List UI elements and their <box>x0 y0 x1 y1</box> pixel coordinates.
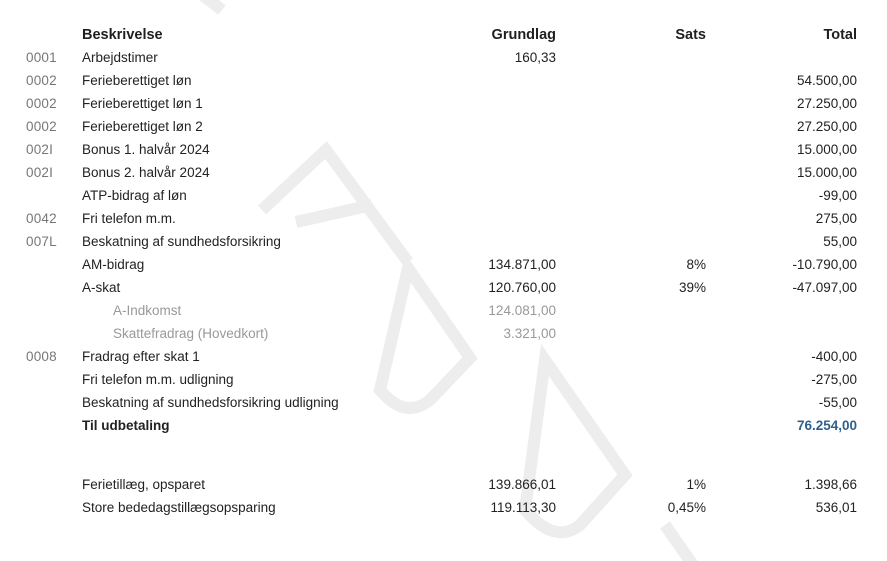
savings-rate: 0,45% <box>667 500 706 515</box>
table-row <box>0 231 887 253</box>
savings-row <box>0 497 887 519</box>
row-description: Fradrag efter skat 1 <box>82 349 200 364</box>
row-total: -400,00 <box>811 349 857 364</box>
row-rate: 8% <box>686 257 706 272</box>
table-row <box>0 346 887 368</box>
row-total: -99,00 <box>818 188 857 203</box>
table-subrow <box>0 300 887 322</box>
table-row <box>0 208 887 230</box>
row-code: 0008 <box>26 349 57 364</box>
subrow-description: Skattefradrag (Hovedkort) <box>113 326 269 341</box>
payout-row <box>0 415 887 437</box>
savings-rate: 1% <box>686 477 706 492</box>
savings-base: 119.113,30 <box>490 500 556 515</box>
table-row <box>0 369 887 391</box>
table-row <box>0 93 887 115</box>
row-rate: 39% <box>678 280 706 295</box>
row-description: Ferieberettiget løn 1 <box>82 96 203 111</box>
payout-total: 76.254,00 <box>796 418 857 433</box>
row-total: 54.500,00 <box>796 73 857 88</box>
row-description: Ferieberettiget løn 2 <box>82 119 203 134</box>
row-total: 27.250,00 <box>796 119 857 134</box>
subrow-base: 3.321,00 <box>503 326 556 341</box>
row-description: A-skat <box>82 280 121 295</box>
savings-row <box>0 474 887 496</box>
row-code: 002I <box>26 142 54 157</box>
subrow-base: 124.081,00 <box>488 303 556 318</box>
table-row <box>0 185 887 207</box>
row-description: ATP-bidrag af løn <box>82 188 187 203</box>
row-code: 007L <box>26 234 57 249</box>
table-header <box>0 24 887 46</box>
payout-label: Til udbetaling <box>82 418 170 433</box>
row-description: Beskatning af sundhedsforsikring udligning <box>82 395 339 410</box>
row-description: Bonus 1. halvår 2024 <box>82 142 210 157</box>
row-total: -47.097,00 <box>792 280 857 295</box>
table-row <box>0 162 887 184</box>
table-row <box>0 47 887 69</box>
row-total: -55,00 <box>818 395 857 410</box>
row-total: -275,00 <box>811 372 857 387</box>
savings-total: 536,01 <box>815 500 857 515</box>
savings-total: 1.398,66 <box>804 477 857 492</box>
table-row <box>0 139 887 161</box>
savings-base: 139.866,01 <box>488 477 556 492</box>
row-code: 0002 <box>26 119 57 134</box>
row-description: Fri telefon m.m. <box>82 211 176 226</box>
row-code: 0002 <box>26 73 57 88</box>
row-description: Fri telefon m.m. udligning <box>82 372 234 387</box>
savings-description: Store bededagstillægsopsparing <box>82 500 276 515</box>
row-code: 0042 <box>26 211 57 226</box>
savings-description: Ferietillæg, opsparet <box>82 477 206 492</box>
row-description: Bonus 2. halvår 2024 <box>82 165 210 180</box>
row-base: 160,33 <box>514 50 556 65</box>
row-code: 002I <box>26 165 54 180</box>
header-base: Grundlag <box>491 27 556 43</box>
header-description: Beskrivelse <box>82 27 163 43</box>
table-row <box>0 70 887 92</box>
table-subrow <box>0 323 887 345</box>
header-total: Total <box>823 27 857 43</box>
table-row <box>0 392 887 414</box>
subrow-description: A-Indkomst <box>113 303 182 318</box>
row-total: -10.790,00 <box>792 257 857 272</box>
row-total: 275,00 <box>815 211 857 226</box>
table-row <box>0 116 887 138</box>
row-total: 15.000,00 <box>796 165 857 180</box>
row-code: 0002 <box>26 96 57 111</box>
table-row <box>0 254 887 276</box>
table-row <box>0 277 887 299</box>
row-total: 27.250,00 <box>796 96 857 111</box>
row-total: 55,00 <box>823 234 857 249</box>
row-description: Ferieberettiget løn <box>82 73 192 88</box>
row-base: 120.760,00 <box>488 280 556 295</box>
row-code: 0001 <box>26 50 57 65</box>
row-description: Arbejdstimer <box>82 50 158 65</box>
row-base: 134.871,00 <box>488 257 556 272</box>
row-description: Beskatning af sundhedsforsikring <box>82 234 281 249</box>
row-description: AM-bidrag <box>82 257 145 272</box>
row-total: 15.000,00 <box>796 142 857 157</box>
header-rate: Sats <box>675 27 706 43</box>
